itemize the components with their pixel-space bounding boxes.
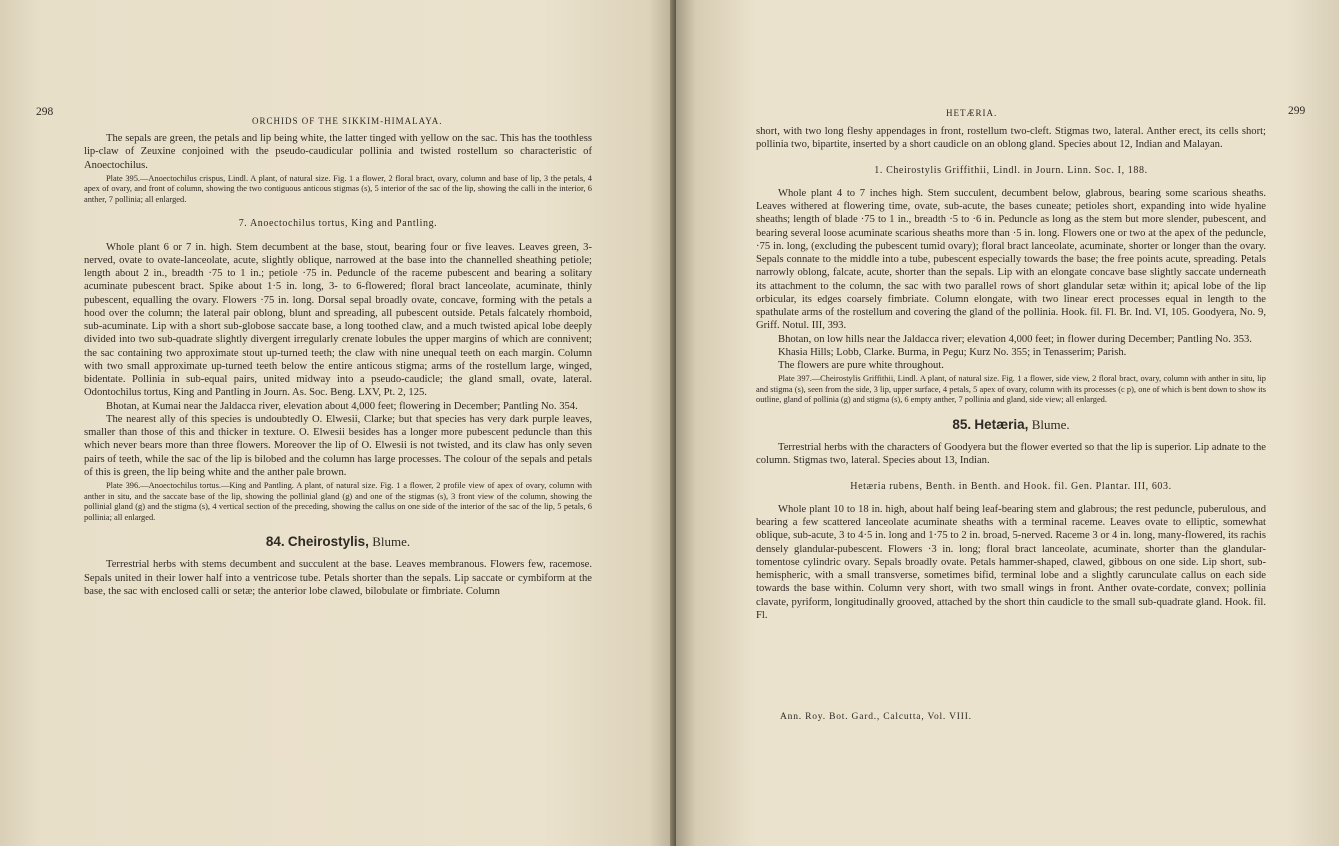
genus-number: 84.: [265, 534, 285, 549]
right-page: [676, 0, 1339, 846]
species-heading-2: Hetæria rubens, Benth. in Benth. and Hook. fil. Gen. Plantar. III, 603.: [850, 480, 1172, 492]
running-head: ORCHIDS OF THE SIKKIM-HIMALAYA.: [252, 116, 443, 126]
genus-heading: [756, 418, 1266, 431]
locality-paragraph: Bhotan, at Kumai near the Jaldacca river, elevation about 4,000 feet; flowering in December; Pantling No. 354.: [106, 400, 578, 412]
page-number: 299: [1288, 105, 1306, 117]
species-description-2: Whole plant 10 to 18 in. high, about half being leaf-bearing stem and glabrous; the rest peduncle, puberulous, and bearing a few scattered lanceolate acuminate sheaths with a terminal raceme. Leaves ovate to elliptic, somewhat oblique, sub-acute, 3 to 4·5 in. long and 1·75 to 2 in. broad, 5-nerved. Raceme 3 or 4 in. long, many-flowered, its rachis densely glandular-pubescent. Flowers ·3 in. long; floral bract lanceolate, acuminate, shorter than the glandular-tomentose cylindric ovary. Sepals broadly ovate. Petals hammer-shaped, clawed, gibbous on one side. Lip short, sub-hemispheric, with a small transverse, sometimes bifid, terminal lobe and a slightly carunculate callus on each side towards the base within. Column very short, with two small wings in front. Anther ovate-cordate, convex; pollinia clavate, pyriform, longitudinally grooved, attached by the short thin caudicle to the small sub-quadrate gland. Hook. fil. Fl.: [756, 503, 1266, 621]
left-text-column: [84, 132, 592, 598]
continuation-paragraph: short, with two long fleshy appendages in front, rostellum two-cleft. Stigmas two, lateral. Anther erect, its cells short; pollinia two, bipartite, inserted by a short caudicle on an oblong gland. Species about 12, Indian and Malayan.: [756, 126, 1266, 151]
page-number: 298: [36, 106, 54, 118]
genus-description: Terrestrial herbs with stems decumbent and succulent at the base. Leaves membranous. Flowers few, racemose. Sepals united in their lower half into a ventricose tube. Petals shorter than the sepals. Lip saccate or cymbiform at the base, the sac with enclosed calli or setæ; the anterior lobe clawed, bilobulate or fimbriate. Column: [84, 559, 592, 597]
running-head: HETÆRIA.: [946, 108, 998, 118]
ally-paragraph: The nearest ally of this species is undoubtedly O. Elwesii, Clarke; but that species has very dark purple leaves, smaller than those of this and thicker in texture. O. Elwesii besides has a longer more pubescent peduncle than this which never bears more than three flowers. Moreover the lip of O. Elwesii is not twisted, and its claw has only seven pairs of teeth, while the sac of the lip is bilobed and the column has large processes. The colour of the sepals and petals of this is green, the lip being white and the anther pale brown.: [84, 413, 592, 478]
species-description: Whole plant 4 to 7 inches high. Stem succulent, decumbent below, glabrous, bearing some scarious sheaths. Leaves withered at flowering time, ovate, sub-acute, the bases cuneate; petioles short, expanding into wide hyaline sheaths; length of blade ·75 to 1 in., breadth ·5 to ·6 in. Peduncle as long as the stem but more slender, pubescent, and bearing several loose acuminate scarious sheaths more than ·5 in. long. Flowers one or two at the apex of the peduncle, ·75 in. long, (excluding the pubescent tumid ovary); floral bract lanceolate, acuminate, shorter or longer than the ovary. Sepals connate to the middle into a tube, pubescent especially towards the base; the free points acute, spreading. Petals narrowly oblong, falcate, acute, shorter than the sepals. Lip with an elongate concave base slightly saccate underneath its attachment to the column, the sac with two parallel rows of short glandular setæ within it; apical lobe of the lip orbicular, its edges coarsely fimbriate. Column elongate, with two linear erect processes equal in length to the spathulate arms of the rostellum and covering the gland of the pollinia. Hook. fil. Fl. Br. Ind. VI, 105. Goodyera, No. 9, Griff. Notul. III, 393.: [756, 187, 1266, 332]
intro-paragraph: The sepals are green, the petals and lip being white, the latter tinged with yellow on the sac. This has the toothless lip-claw of Zeuxine conjoined with the pseudo-caudicular pollinia and twisted rostellum so characteristic of Anoectochilus.: [84, 133, 592, 171]
flowers-note: The flowers are pure white throughout.: [778, 360, 944, 371]
species-heading: 1. Cheirostylis Griffithii, Lindl. in Journ. Linn. Soc. I, 188.: [874, 164, 1148, 176]
genus-number: 85.: [952, 416, 972, 432]
locality-paragraph-2: Khasia Hills; Lobb, Clarke. Burma, in Pegu; Kurz No. 355; in Tenasserim; Parish.: [778, 346, 1127, 358]
genus-description: Terrestrial herbs with the characters of Goodyera but the flower everted so that the lip is superior. Lip adnate to the column. Stigmas two, lateral. Species about 13, Indian.: [756, 442, 1266, 467]
plate-caption-395: Plate 395.—Anoectochilus crispus, Lindl. A plant, of natural size. Fig. 1 a flower, 2 floral bract, ovary, column and base of lip, 3 the petals, 4 apex of ovary, and front of column, showing the two contiguous anticous stigmas (s), 5 interior of the sac of the lip, showing the calli in the interior, 6 anther, 7 pollinia; all enlarged.: [84, 173, 592, 204]
genus-name: Cheirostylis,: [287, 534, 369, 549]
genus-name: Hetæria,: [974, 416, 1029, 432]
right-text-column: [756, 125, 1266, 622]
genus-author: Blume.: [1031, 416, 1070, 432]
locality-paragraph: Bhotan, on low hills near the Jaldacca river; elevation 4,000 feet; in flower during December; Pantling No. 353.: [778, 333, 1252, 345]
species-heading: 7. Anoectochilus tortus, King and Pantling.: [238, 218, 438, 230]
species-description: Whole plant 6 or 7 in. high. Stem decumbent at the base, stout, bearing four or five leaves. Leaves green, 3-nerved, ovate to ovate-lanceolate, acute, slightly oblique, narrowed at the base into the channelled sheathing petiole; length about 2 in., breadth ·75 to 1 in.; petiole ·75 in. Peduncle of the raceme pubescent and bearing a solitary acuminate pubescent bract. Spike about 1·5 in. long, 3- to 6-flowered; floral bract lanceolate, acuminate, thinly pubescent, equalling the ovary. Flowers ·75 in. long. Dorsal sepal broadly ovate, concave, forming with the petals a hood over the column; the lateral pair oblong, blunt and spreading, all pubescent outside. Petals falcately rhomboid, sub-acuminate. Lip with a short sub-globose saccate base, a long toothed claw, and a much twisted apical lobe deeply divided into two sub-quadrate slightly divergent irregularly crenate lobules the upper margins of which are connivent; the sac containing two approximate stout up-turned teeth; the claw with nine unequal teeth on each margin. Column with two small approximate up-turned teeth below the entire anticous stigma; arms of the rostellum large, winged, bidentate. Pollinia in sub-equal pairs, united midway into a pseudo-caudicle; the gland small, ovate, lateral. Odontochilus tortus, King and Pantling in Journ. As. Soc. Beng. LXV, Pt. 2, 125.: [84, 241, 592, 399]
genus-heading: [84, 535, 592, 548]
genus-author: Blume.: [372, 534, 411, 549]
plate-caption-396: Plate 396.—Anoectochilus tortus.—King and Pantling. A plant, of natural size. Fig. 1 a flower, 2 profile view of apex of ovary, column with anther in situ, and the saccate base of the lip, showing the pollinial gland (g) and one of the stigmas (s), 3 front view of the column, showing the pollinial gland (g) and the stigma (s), 4 vertical section of the preceding, showing the callus on one side of the interior of the sac of the lip, 5 petals, 6 pollinia; all enlarged.: [84, 481, 592, 522]
plate-caption-397: Plate 397.—Cheirostylis Griffithii, Lindl. A plant, of natural size. Fig. 1 a flower, side view, 2 floral bract, ovary, column with anther in situ, lip and stigma (s), seen from the side, 3 lip, upper surface, 4 petals, 5 apex of ovary, column with its processes (c p), one of which is bent down to show its outline, gland of pollinia (g) and stigma (s), 6 empty anther, 7 pollinia and gland, side view; all enlarged.: [756, 374, 1266, 405]
page-footer: Ann. Roy. Bot. Gard., Calcutta, Vol. VIII.: [780, 712, 972, 722]
